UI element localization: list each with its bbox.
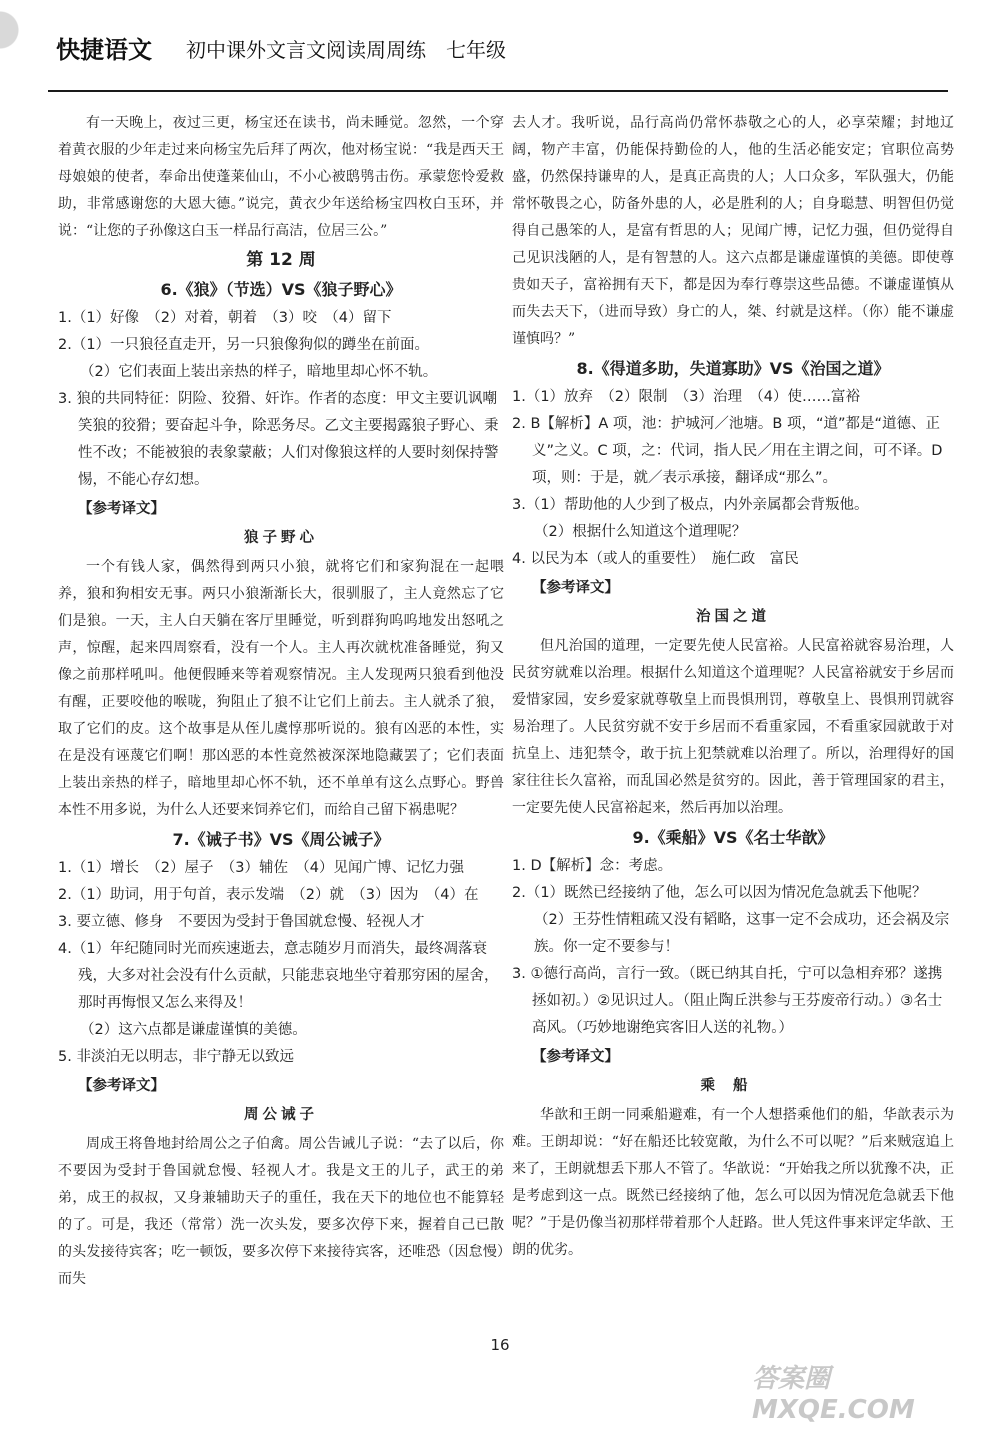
s6-reference-label: 【参考译文】	[78, 501, 165, 517]
s6-answer-2-2: （2）它们表面上装出亲热的样子，暗地里却心怀不轨。	[80, 364, 438, 380]
s7-answer-1: 1.（1）增长 （2）屋子 （3）辅佐 （4）见闻广博、记忆力强	[58, 860, 464, 876]
s7-answer-3: 3. 要立德、修身 不要因为受封于鲁国就怠慢、轻视人才	[58, 914, 425, 930]
s9-answer-1: 1. D【解析】念：考虑。	[512, 858, 673, 874]
s7-translation-title: 周公诫子	[244, 1107, 318, 1123]
section-6-title: 6.《狼》（节选）VS《狼子野心》	[160, 280, 402, 299]
s7-answer-2: 2.（1）助词，用于句首，表示发端 （2）就 （3）因为 （4）在	[58, 887, 479, 903]
s9-answer-2-2: （2）王芬性情粗疏又没有韬略，这事一定不会成功，还会祸及宗族。你一定不要参与！	[534, 912, 950, 955]
s9-translation-title: 乘船	[700, 1078, 766, 1094]
week-heading: 第 12 周	[246, 250, 316, 270]
s7-answer-4-1: 4.（1）年纪随同时光而疾速逝去，意志随岁月而消失，最终凋落衰残，大多对社会没有什么贡献，只能悲哀地坐守着那穷困的屋舍，那时再悔恨又怎么来得及！	[58, 941, 499, 1011]
page-header	[0, 0, 1000, 90]
s7-translation-continued: 去人才。我听说，品行高尚仍常怀恭敬之心的人，必享荣耀；封地辽阔，物产丰富，仍能保持勤俭的人，他的生活必能安定；官职位高势盛，仍然保持谦卑的人，是真正高贵的人；人口众多，军队强大，仍能常怀敬畏之心，防备外患的人，必是胜利的人；自身聪慧、明智但仍觉得自己愚笨的人，是富有哲思的人；见闻广博，记忆力强，但仍觉得自己见识浅陋的人，是有智慧的人。这六点都是谦虚谨慎的美德。即使尊贵如天子，富裕拥有天下，都是因为奉行尊崇这些品德。不谦虚谨慎从而失去天下，（进而导致）身亡的人，桀、纣就是这样。（你）能不谦虚谨慎吗？”	[512, 115, 954, 347]
s6-answer-2-1: 2.（1）一只狼径直走开，另一只狼像狗似的蹲坐在前面。	[58, 337, 430, 353]
s7-reference-label: 【参考译文】	[78, 1078, 165, 1094]
s8-answer-1: 1.（1）放弃 （2）限制 （3）治理 （4）使……富裕	[512, 389, 860, 405]
s8-translation-text: 但凡治国的道理，一定要先使人民富裕。人民富裕就容易治理，人民贫穷就难以治理。根据什么知道这个道理呢？人民富裕就安于乡居而爱惜家园，安乡爱家就尊敬皇上而畏惧刑罚，尊敬皇上、畏惧刑罚就容易治理了。人民贫穷就不安于乡居而不看重家园，不看重家园就敢于对抗皇上、违犯禁令，敢于抗上犯禁就难以治理了。所以，治理得好的国家往往长久富裕，而乱国必然是贫穷的。因此，善于管理国家的君主，一定要先使人民富裕起来，然后再加以治理。	[512, 638, 954, 816]
s8-translation-title: 治国之道	[696, 609, 770, 625]
s8-answer-4: 4. 以民为本（或人的重要性） 施仁政 富民	[512, 551, 799, 567]
section-7-title: 7.《诫子书》VS《周公诫子》	[172, 830, 390, 849]
s6-answer-1: 1.（1）好像 （2）对着，朝着 （3）咬 （4）留下	[58, 310, 392, 326]
left-column	[58, 110, 504, 1293]
s6-translation-title: 狼子野心	[244, 530, 318, 546]
s9-answer-3: 3. ①德行高尚，言行一致。（既已纳其自托，宁可以急相弃邪？遂携拯如初。）②见识过人。（阻止陶丘洪参与王芬废帝行动。）③名士高风。（巧妙地谢绝宾客旧人送的礼物。）	[512, 966, 943, 1036]
s6-answer-3: 3. 狼的共同特征：阴险、狡猾、奸诈。作者的态度：甲文主要讥讽嘲笑狼的狡猾；要奋起斗争，除恶务尽。乙文主要揭露狼子野心、秉性不改；不能被狼的表象蒙蔽；人们对像狼这样的人要时刻保持警惕，不能心存幻想。	[58, 391, 499, 488]
right-column	[512, 110, 954, 1264]
s9-answer-2-1: 2.（1）既然已经接纳了他，怎么可以因为情况危急就丢下他呢？	[512, 885, 927, 901]
s7-translation-text: 周成王将鲁地封给周公之子伯禽。周公告诫儿子说：“去了以后，你不要因为受封于鲁国就怠慢、轻视人才。我是文王的儿子，武王的弟弟，成王的叔叔，又身兼辅助天子的重任，我在天下的地位也不能算轻的了。可是，我还（常常）洗一次头发，要多次停下来，握着自己已散的头发接待宾客；吃一顿饭，要多次停下来接待宾客，还唯恐（因怠慢）而失	[58, 1136, 504, 1287]
s9-translation-text: 华歆和王朗一同乘船避难，有一个人想搭乘他们的船，华歆表示为难。王朗却说：“好在船还比较宽敞，为什么不可以呢？”后来贼寇追上来了，王朗就想丢下那人不管了。华歆说：“开始我之所以犹豫不决，正是考虑到这一点。既然已经接纳了他，怎么可以因为情况危急就丢下他呢？”于是仍像当初那样带着那个人赶路。世人凭这件事来评定华歆、王朗的优劣。	[512, 1107, 954, 1258]
s8-answer-3-2: （2）根据什么知道这个道理呢？	[534, 524, 747, 540]
intro-translation: 有一天晚上，夜过三更，杨宝还在读书，尚未睡觉。忽然，一个穿着黄衣服的少年走过来向杨宝先后拜了两次，他对杨宝说：“我是西天王母娘娘的使者，奉命出使蓬莱仙山，不小心被鸱鸮击伤。承蒙您怜爱救助，非常感谢您的大恩大德。”说完，黄衣少年送给杨宝四枚白玉环，并说：“让您的子孙像这白玉一样品行高洁，位居三公。”	[58, 115, 504, 239]
s8-reference-label: 【参考译文】	[532, 580, 619, 596]
s8-answer-3-1: 3.（1）帮助他的人少到了极点，内外亲属都会背叛他。	[512, 497, 869, 513]
s8-answer-2: 2. B【解析】A 项，池：护城河／池塘。B 项，“道”都是“道德、正义”之义。C 项，之：代词，指人民／用在主谓之间，可不译。D 项，则：于是，就／表示承接，翻译成“那么”。	[512, 416, 943, 486]
section-9-title: 9.《乘船》VS《名士华歆》	[632, 828, 834, 847]
s7-answer-5: 5. 非淡泊无以明志，非宁静无以致远	[58, 1049, 294, 1065]
brand-title: 快捷语文	[56, 36, 152, 64]
corner-ornament	[0, 0, 40, 90]
book-subtitle: 初中课外文言文阅读周周练 七年级	[186, 38, 506, 62]
s7-answer-4-2: （2）这六点都是谦虚谨慎的美德。	[80, 1022, 307, 1038]
watermark-logo: 答案圈 MXQE.COM	[752, 1364, 915, 1425]
section-8-title: 8.《得道多助，失道寡助》VS《治国之道》	[576, 359, 890, 378]
s9-reference-label: 【参考译文】	[532, 1049, 619, 1065]
s6-translation-text: 一个有钱人家，偶然得到两只小狼，就将它们和家狗混在一起喂养，狼和狗相安无事。两只小狼渐渐长大，很驯服了，主人竟然忘了它们是狼。一天，主人白天躺在客厅里睡觉，听到群狗呜呜地发出怒吼之声，惊醒，起来四周察看，没有一个人。主人再次就枕准备睡觉，狗又像之前那样吼叫。他便假睡来等着观察情况。主人发现两只狼看到他没有醒，正要咬他的喉咙，狗阻止了狼不让它们上前去。主人就杀了狼，取了它们的皮。这个故事是从侄儿虞惇那听说的。狼有凶恶的本性，实在是没有诬蔑它们啊！那凶恶的本性竟然被深深地隐藏罢了；它们表面上装出亲热的样子，暗地里却心怀不轨，还不单单有这么点野心。野兽本性不用多说，为什么人还要来饲养它们，而给自己留下祸患呢？	[58, 559, 504, 818]
header-rule	[48, 90, 948, 92]
page-number: 16	[490, 1336, 510, 1354]
